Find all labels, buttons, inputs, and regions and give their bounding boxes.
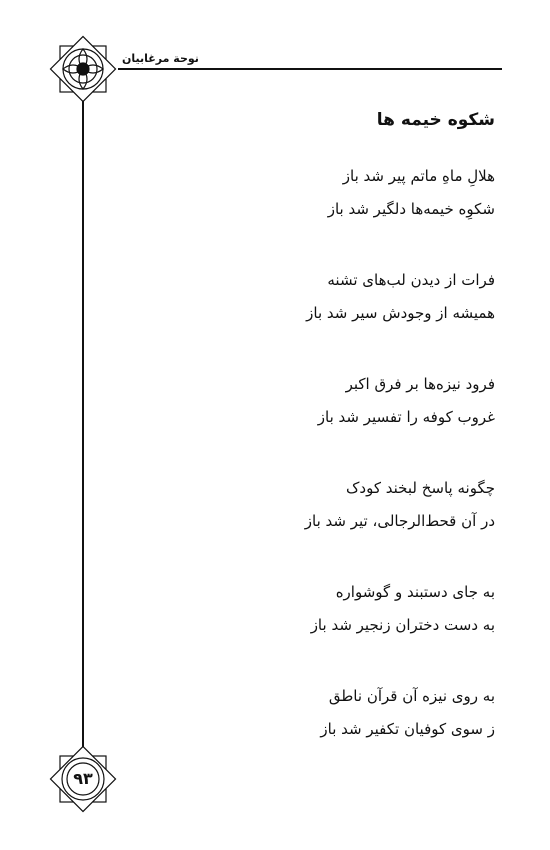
verse-line: در آن قحط‌الرجالی، تیر شد باز [304, 512, 495, 530]
header-rule [118, 68, 502, 70]
verse-line: به جای دستبند و گوشواره [335, 583, 495, 601]
running-header: نوحة مرغابيان [122, 52, 199, 65]
stanza [165, 368, 495, 434]
page-number: ۹۳ [73, 769, 93, 788]
stanza [165, 472, 495, 538]
margin-rule [82, 100, 84, 750]
stanza [165, 160, 495, 226]
verse-line: شکوِه خیمه‌ها دلگیر شد باز [327, 200, 495, 218]
verse-line: هلالِ ماهِ ماتم پیر شد باز [342, 167, 495, 185]
poem [165, 110, 495, 784]
stanza [165, 680, 495, 746]
verse-line: فرود نیزه‌ها بر فرق اکبر [345, 375, 495, 393]
stanza [165, 264, 495, 330]
rosette-ornament-icon [46, 32, 120, 106]
stanza [165, 576, 495, 642]
verse-line: چگونه پاسخ لبخند کودک [346, 479, 495, 497]
poem-title: شکوه خیمه ها [376, 110, 495, 130]
verse-line: به دست دختران زنجیر شد باز [310, 616, 495, 634]
verse-line: فرات از دیدن لب‌های تشنه [327, 271, 495, 289]
verse-line: همیشه از وجودش سیر شد باز [306, 304, 495, 322]
verse-line: غروب کوفه را تفسیر شد باز [317, 408, 495, 426]
verse-line: به روی نیزه آن قرآن ناطق [328, 687, 495, 705]
verse-line: ز سوی کوفیان تکفیر شد باز [320, 720, 495, 738]
